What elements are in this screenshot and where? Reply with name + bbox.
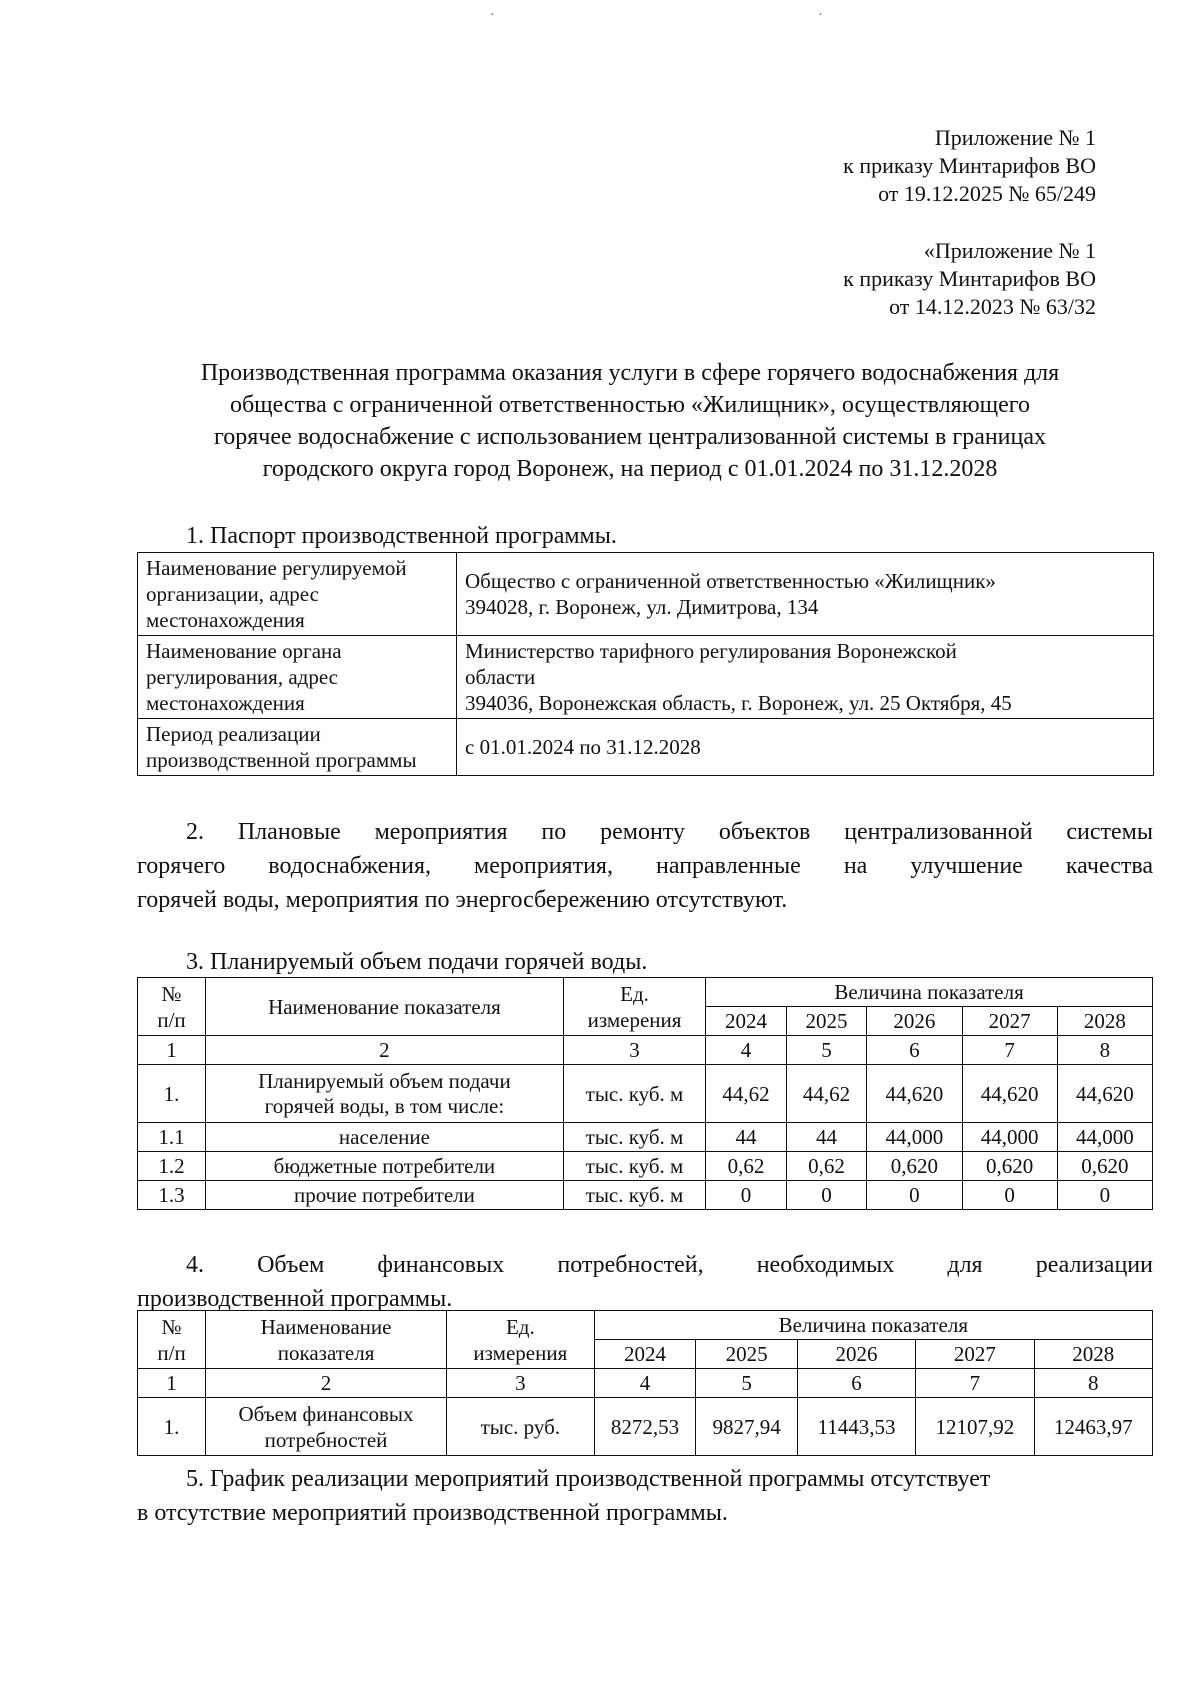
row-value: 44 [786, 1123, 867, 1152]
row-num: 1. [138, 1065, 206, 1123]
cell-line: п/п [157, 1340, 186, 1365]
cell-line: организации, адрес [146, 582, 319, 606]
col-number-cell: 6 [797, 1369, 915, 1398]
cell-line: 394028, г. Воронеж, ул. Димитрова, 134 [465, 595, 819, 619]
table-row [138, 1181, 1153, 1210]
cell-line: 394036, Воронежская область, г. Воронеж, ул. 25 Октября, 45 [465, 691, 1012, 715]
appendix-line: к приказу Минтарифов ВО [843, 153, 1096, 178]
appendix-line: от 19.12.2025 № 65/249 [878, 181, 1096, 206]
paragraph-line: 2. Плановые мероприятия по ремонту объектов централизованной системы [186, 819, 1153, 845]
row-value: 12107,92 [916, 1398, 1034, 1456]
cell-line: местонахождения [146, 691, 305, 715]
cell-line: регулирования, адрес [146, 665, 338, 689]
section1-heading: 1. Паспорт производственной программы. [186, 523, 617, 549]
header-cell-name: Наименование показателя [206, 978, 564, 1036]
col-number-cell: 7 [962, 1036, 1057, 1065]
row-value: 0,620 [1057, 1152, 1152, 1181]
table-col-number-row [138, 1369, 1153, 1398]
header-cell-num [138, 978, 206, 1036]
row-unit: тыс. руб. [446, 1398, 594, 1456]
row-value: 9827,94 [696, 1398, 798, 1456]
row-unit: тыс. куб. м [563, 1065, 705, 1123]
cell-line: № [161, 981, 182, 1006]
table-row [138, 1398, 1153, 1456]
scan-marks: · · [490, 8, 983, 23]
row-value: 0 [962, 1181, 1057, 1210]
row-value: 44,620 [867, 1065, 962, 1123]
cell-line: области [465, 665, 536, 689]
header-cell-year: 2024 [594, 1340, 696, 1369]
row-name: население [206, 1123, 564, 1152]
paragraph-line: 4. Объем финансовых потребностей, необходимых для реализации [186, 1252, 1153, 1278]
col-number-cell: 3 [446, 1369, 594, 1398]
col-number-cell: 8 [1057, 1036, 1152, 1065]
row-unit: тыс. куб. м [563, 1123, 705, 1152]
row-value: 44,000 [1057, 1123, 1152, 1152]
row-value: 8272,53 [594, 1398, 696, 1456]
row-value: 0,62 [706, 1152, 787, 1181]
col-number-cell: 8 [1034, 1369, 1152, 1398]
header-cell-year: 2024 [706, 1007, 787, 1036]
title-line: Производственная программа оказания услуги в сфере горячего водоснабжения для [200, 360, 1060, 386]
col-number-cell: 5 [696, 1369, 798, 1398]
section2-paragraph [137, 815, 1153, 917]
cell-line: Ед. [505, 1314, 535, 1339]
section4-paragraph [137, 1248, 1153, 1316]
col-number-cell: 1 [138, 1369, 206, 1398]
header-cell-year: 2026 [867, 1007, 962, 1036]
cell-line: Наименование регулируемой [146, 556, 407, 580]
table-cell-value [457, 636, 1154, 719]
col-number-cell: 4 [594, 1369, 696, 1398]
paragraph-line: горячего водоснабжения, мероприятия, направленные на улучшение качества [137, 853, 1153, 879]
table-header-row [138, 978, 1153, 1007]
header-cell-year: 2025 [696, 1340, 798, 1369]
header-cell-name [206, 1311, 447, 1369]
header-cell-unit [446, 1311, 594, 1369]
header-cell-year: 2026 [797, 1340, 915, 1369]
row-value: 0,62 [786, 1152, 867, 1181]
table-cell-label [138, 553, 457, 636]
header-cell-value-group: Величина показателя [594, 1311, 1152, 1340]
cell-line: № [161, 1314, 182, 1339]
cell-line: с 01.01.2024 по 31.12.2028 [465, 735, 701, 759]
cell-line: Общество с ограниченной ответственностью «Жилищник» [465, 569, 996, 593]
row-value: 0,620 [867, 1152, 962, 1181]
row-unit: тыс. куб. м [563, 1152, 705, 1181]
table-row [138, 636, 1154, 719]
appendix-header-original [843, 237, 1096, 321]
header-cell-year: 2028 [1057, 1007, 1152, 1036]
col-number-cell: 3 [563, 1036, 705, 1065]
title-line: городского округа город Воронеж, на период с 01.01.2024 по 31.12.2028 [262, 456, 998, 482]
row-name [206, 1398, 447, 1456]
appendix-header-current [843, 124, 1096, 208]
row-value: 44,000 [962, 1123, 1057, 1152]
row-value: 44,62 [786, 1065, 867, 1123]
col-number-cell: 5 [786, 1036, 867, 1065]
document-title [110, 357, 1150, 485]
table-cell-label [138, 719, 457, 776]
cell-line: измерения [587, 1007, 682, 1032]
cell-line: Планируемый объем подачи [258, 1068, 511, 1093]
row-num: 1.2 [138, 1152, 206, 1181]
passport-table [137, 552, 1154, 776]
col-number-cell: 2 [206, 1369, 447, 1398]
row-value: 44,620 [1057, 1065, 1152, 1123]
title-line: общества с ограниченной ответственностью «Жилищник», осуществляющего [229, 392, 1031, 418]
table-cell-value [457, 553, 1154, 636]
row-value: 0 [867, 1181, 962, 1210]
title-line: горячее водоснабжение с использованием централизованной системы в границах [213, 424, 1047, 450]
row-num: 1.1 [138, 1123, 206, 1152]
row-value: 44,620 [962, 1065, 1057, 1123]
header-cell-year: 2025 [786, 1007, 867, 1036]
row-value: 11443,53 [797, 1398, 915, 1456]
table-header-row [138, 1311, 1153, 1340]
paragraph-line: 5. График реализации мероприятий производственной программы отсутствует [186, 1466, 991, 1492]
cell-line: местонахождения [146, 608, 305, 632]
row-num: 1. [138, 1398, 206, 1456]
row-value: 12463,97 [1034, 1398, 1152, 1456]
cell-line: Объем финансовых [238, 1401, 414, 1426]
col-number-cell: 6 [867, 1036, 962, 1065]
table-row [138, 1065, 1153, 1123]
row-num: 1.3 [138, 1181, 206, 1210]
cell-line: измерения [473, 1340, 568, 1365]
row-value: 44 [706, 1123, 787, 1152]
appendix-line: «Приложение № 1 [923, 238, 1096, 263]
row-value: 0 [786, 1181, 867, 1210]
row-value: 0 [706, 1181, 787, 1210]
section5-paragraph [137, 1462, 1153, 1530]
row-value: 0,620 [962, 1152, 1057, 1181]
table-cell-label [138, 636, 457, 719]
table-cell-value [457, 719, 1154, 776]
row-name: бюджетные потребители [206, 1152, 564, 1181]
row-unit: тыс. куб. м [563, 1181, 705, 1210]
cell-line: показателя [277, 1340, 375, 1365]
cell-line: Министерство тарифного регулирования Воронежской [465, 639, 957, 663]
cell-line: Наименование [260, 1314, 392, 1339]
row-name [206, 1065, 564, 1123]
row-value: 44,000 [867, 1123, 962, 1152]
financial-needs-table [137, 1310, 1153, 1456]
table-row [138, 1152, 1153, 1181]
row-name: прочие потребители [206, 1181, 564, 1210]
table-row [138, 553, 1154, 636]
col-number-cell: 1 [138, 1036, 206, 1065]
appendix-line: Приложение № 1 [934, 125, 1096, 150]
paragraph-line: в отсутствие мероприятий производственной программы. [137, 1500, 728, 1526]
paragraph-line: производственной программы. [137, 1286, 453, 1312]
header-cell-year: 2027 [962, 1007, 1057, 1036]
appendix-line: к приказу Минтарифов ВО [843, 266, 1096, 291]
cell-line: Период реализации [146, 722, 321, 746]
cell-line: горячей воды, в том числе: [264, 1093, 505, 1118]
appendix-line: от 14.12.2023 № 63/32 [889, 294, 1096, 319]
cell-line: Наименование органа [146, 639, 342, 663]
row-value: 44,62 [706, 1065, 787, 1123]
cell-line: производственной программы [146, 748, 417, 772]
header-cell-year: 2028 [1034, 1340, 1152, 1369]
row-value: 0 [1057, 1181, 1152, 1210]
col-number-cell: 4 [706, 1036, 787, 1065]
header-cell-unit [563, 978, 705, 1036]
table-col-number-row [138, 1036, 1153, 1065]
col-number-cell: 2 [206, 1036, 564, 1065]
cell-line: п/п [157, 1007, 186, 1032]
table-row [138, 719, 1154, 776]
header-cell-num [138, 1311, 206, 1369]
cell-line: Ед. [620, 981, 649, 1006]
col-number-cell: 7 [916, 1369, 1034, 1398]
hot-water-volume-table [137, 977, 1153, 1210]
paragraph-line: горячей воды, мероприятия по энергосбережению отсутствуют. [137, 887, 788, 913]
section3-heading: 3. Планируемый объем подачи горячей воды. [186, 949, 648, 975]
header-cell-year: 2027 [916, 1340, 1034, 1369]
table-row [138, 1123, 1153, 1152]
cell-line: потребностей [264, 1427, 388, 1452]
header-cell-value-group: Величина показателя [706, 978, 1153, 1007]
